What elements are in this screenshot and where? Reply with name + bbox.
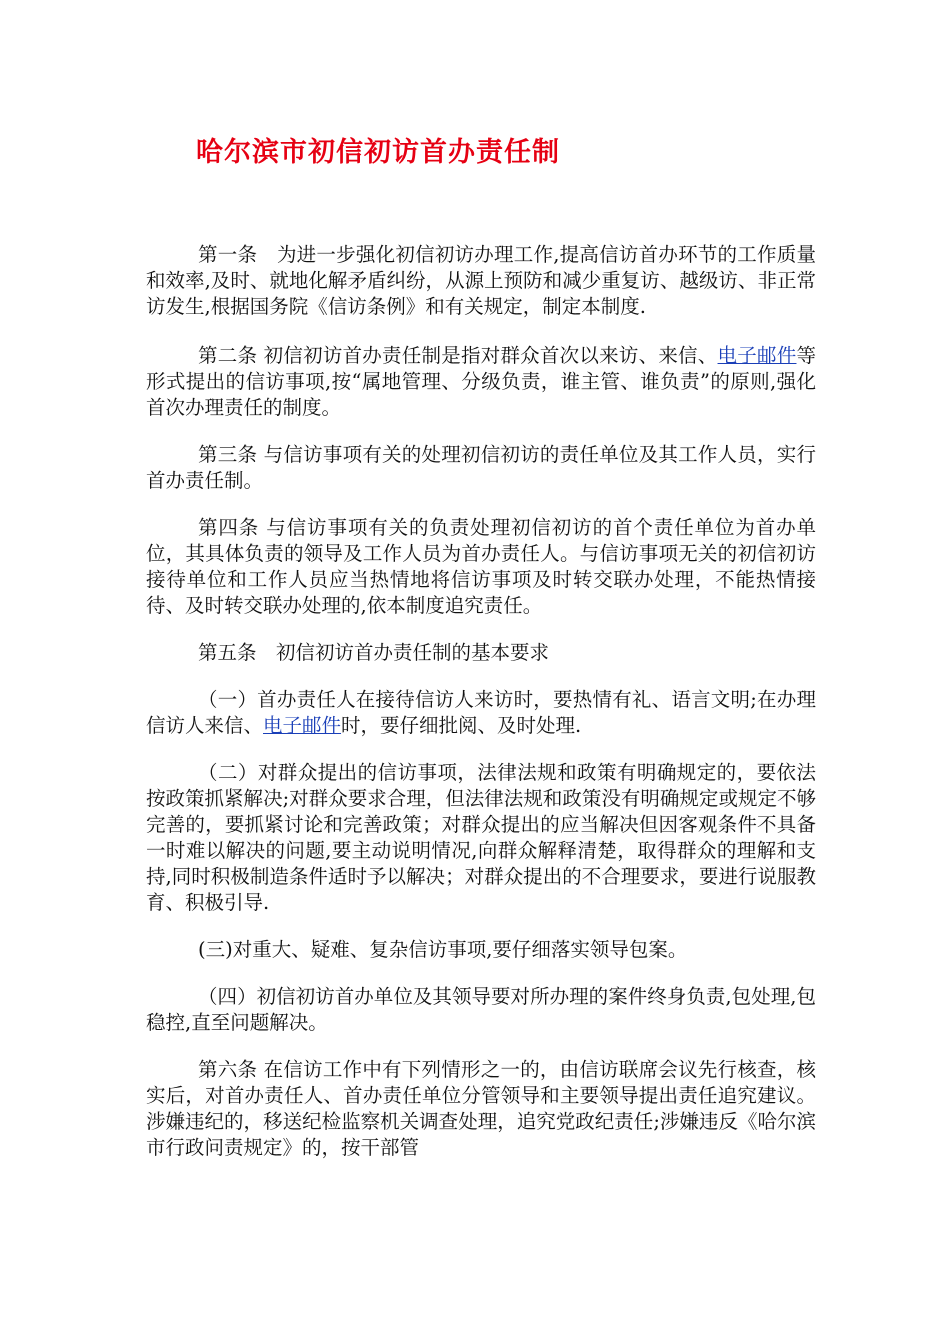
requirement-1-text-end: 时，要仔细批阅、及时处理.: [341, 714, 582, 737]
article-1-text: 第一条 为进一步强化初信初访办理工作,提高信访首办环节的工作质量和效率,及时、就地化解矛盾纠纷，从源上预防和减少重复访、越级访、非正常访发生,根据国务院《信访条例》和有关规定，制定本制度.: [146, 243, 816, 318]
article-3-text: 第三条 与信访事项有关的处理初信初访的责任单位及其工作人员，实行首办责任制。: [146, 443, 816, 492]
article-5-text: 第五条 初信初访首办责任制的基本要求: [198, 641, 550, 664]
email-link-2[interactable]: 电子邮件: [263, 714, 342, 737]
email-link[interactable]: 电子邮件: [717, 344, 797, 367]
requirement-1: [146, 687, 816, 739]
article-6: [146, 1057, 816, 1161]
article-4: [146, 515, 816, 619]
document-body: [146, 242, 816, 1182]
article-4-text: 第四条 与信访事项有关的负责处理初信初访的首个责任单位为首办单位，其具体负责的领导及工作人员为首办责任人。与信访事项无关的初信初访接待单位和工作人员应当热情地将信访事项及时转交联办处理，不能热情接待、及时转交联办处理的,依本制度追究责任。: [146, 516, 816, 617]
requirement-3: [146, 937, 816, 963]
document-title: 哈尔滨市初信初访首办责任制: [196, 137, 560, 168]
article-2: [146, 343, 816, 421]
requirement-4: [146, 984, 816, 1036]
article-2-text-start: 第二条 初信初访首办责任制是指对群众首次以来访、来信、: [198, 344, 718, 367]
requirement-2: [146, 760, 816, 916]
article-1: [146, 242, 816, 320]
requirement-4-text: （四）初信初访首办单位及其领导要对所办理的案件终身负责,包处理,包稳控,直至问题解决。: [146, 985, 816, 1034]
article-3: [146, 442, 816, 494]
article-2-text-end: 等形式提出的信访事项,按“属地管理、分级负责，谁主管、谁负责”的原则,强化首次办理责任的制度。: [146, 344, 816, 419]
article-6-text: 第六条 在信访工作中有下列情形之一的，由信访联席会议先行核查，核实后，对首办责任人、首办责任单位分管领导和主要领导提出责任追究建议。涉嫌违纪的，移送纪检监察机关调查处理，追究党政纪责任;涉嫌违反《哈尔滨市行政问责规定》的，按干部管: [146, 1058, 816, 1159]
article-5-heading: [146, 640, 816, 666]
requirement-2-text: （二）对群众提出的信访事项，法律法规和政策有明确规定的，要依法按政策抓紧解决;对群众要求合理，但法律法规和政策没有明确规定或规定不够完善的，要抓紧讨论和完善政策；对群众提出的应当解决但因客观条件不具备一时难以解决的问题,要主动说明情况,向群众解释清楚，取得群众的理解和支持,同时积极制造条件适时予以解决；对群众提出的不合理要求，要进行说服教育、积极引导.: [146, 761, 816, 914]
requirement-3-text: (三)对重大、疑难、复杂信访事项,要仔细落实领导包案。: [198, 938, 688, 961]
requirement-1-text-start: （一）首办责任人在接待信访人来访时，要热情有礼、语言文明;在办理信访人来信、: [146, 688, 816, 737]
